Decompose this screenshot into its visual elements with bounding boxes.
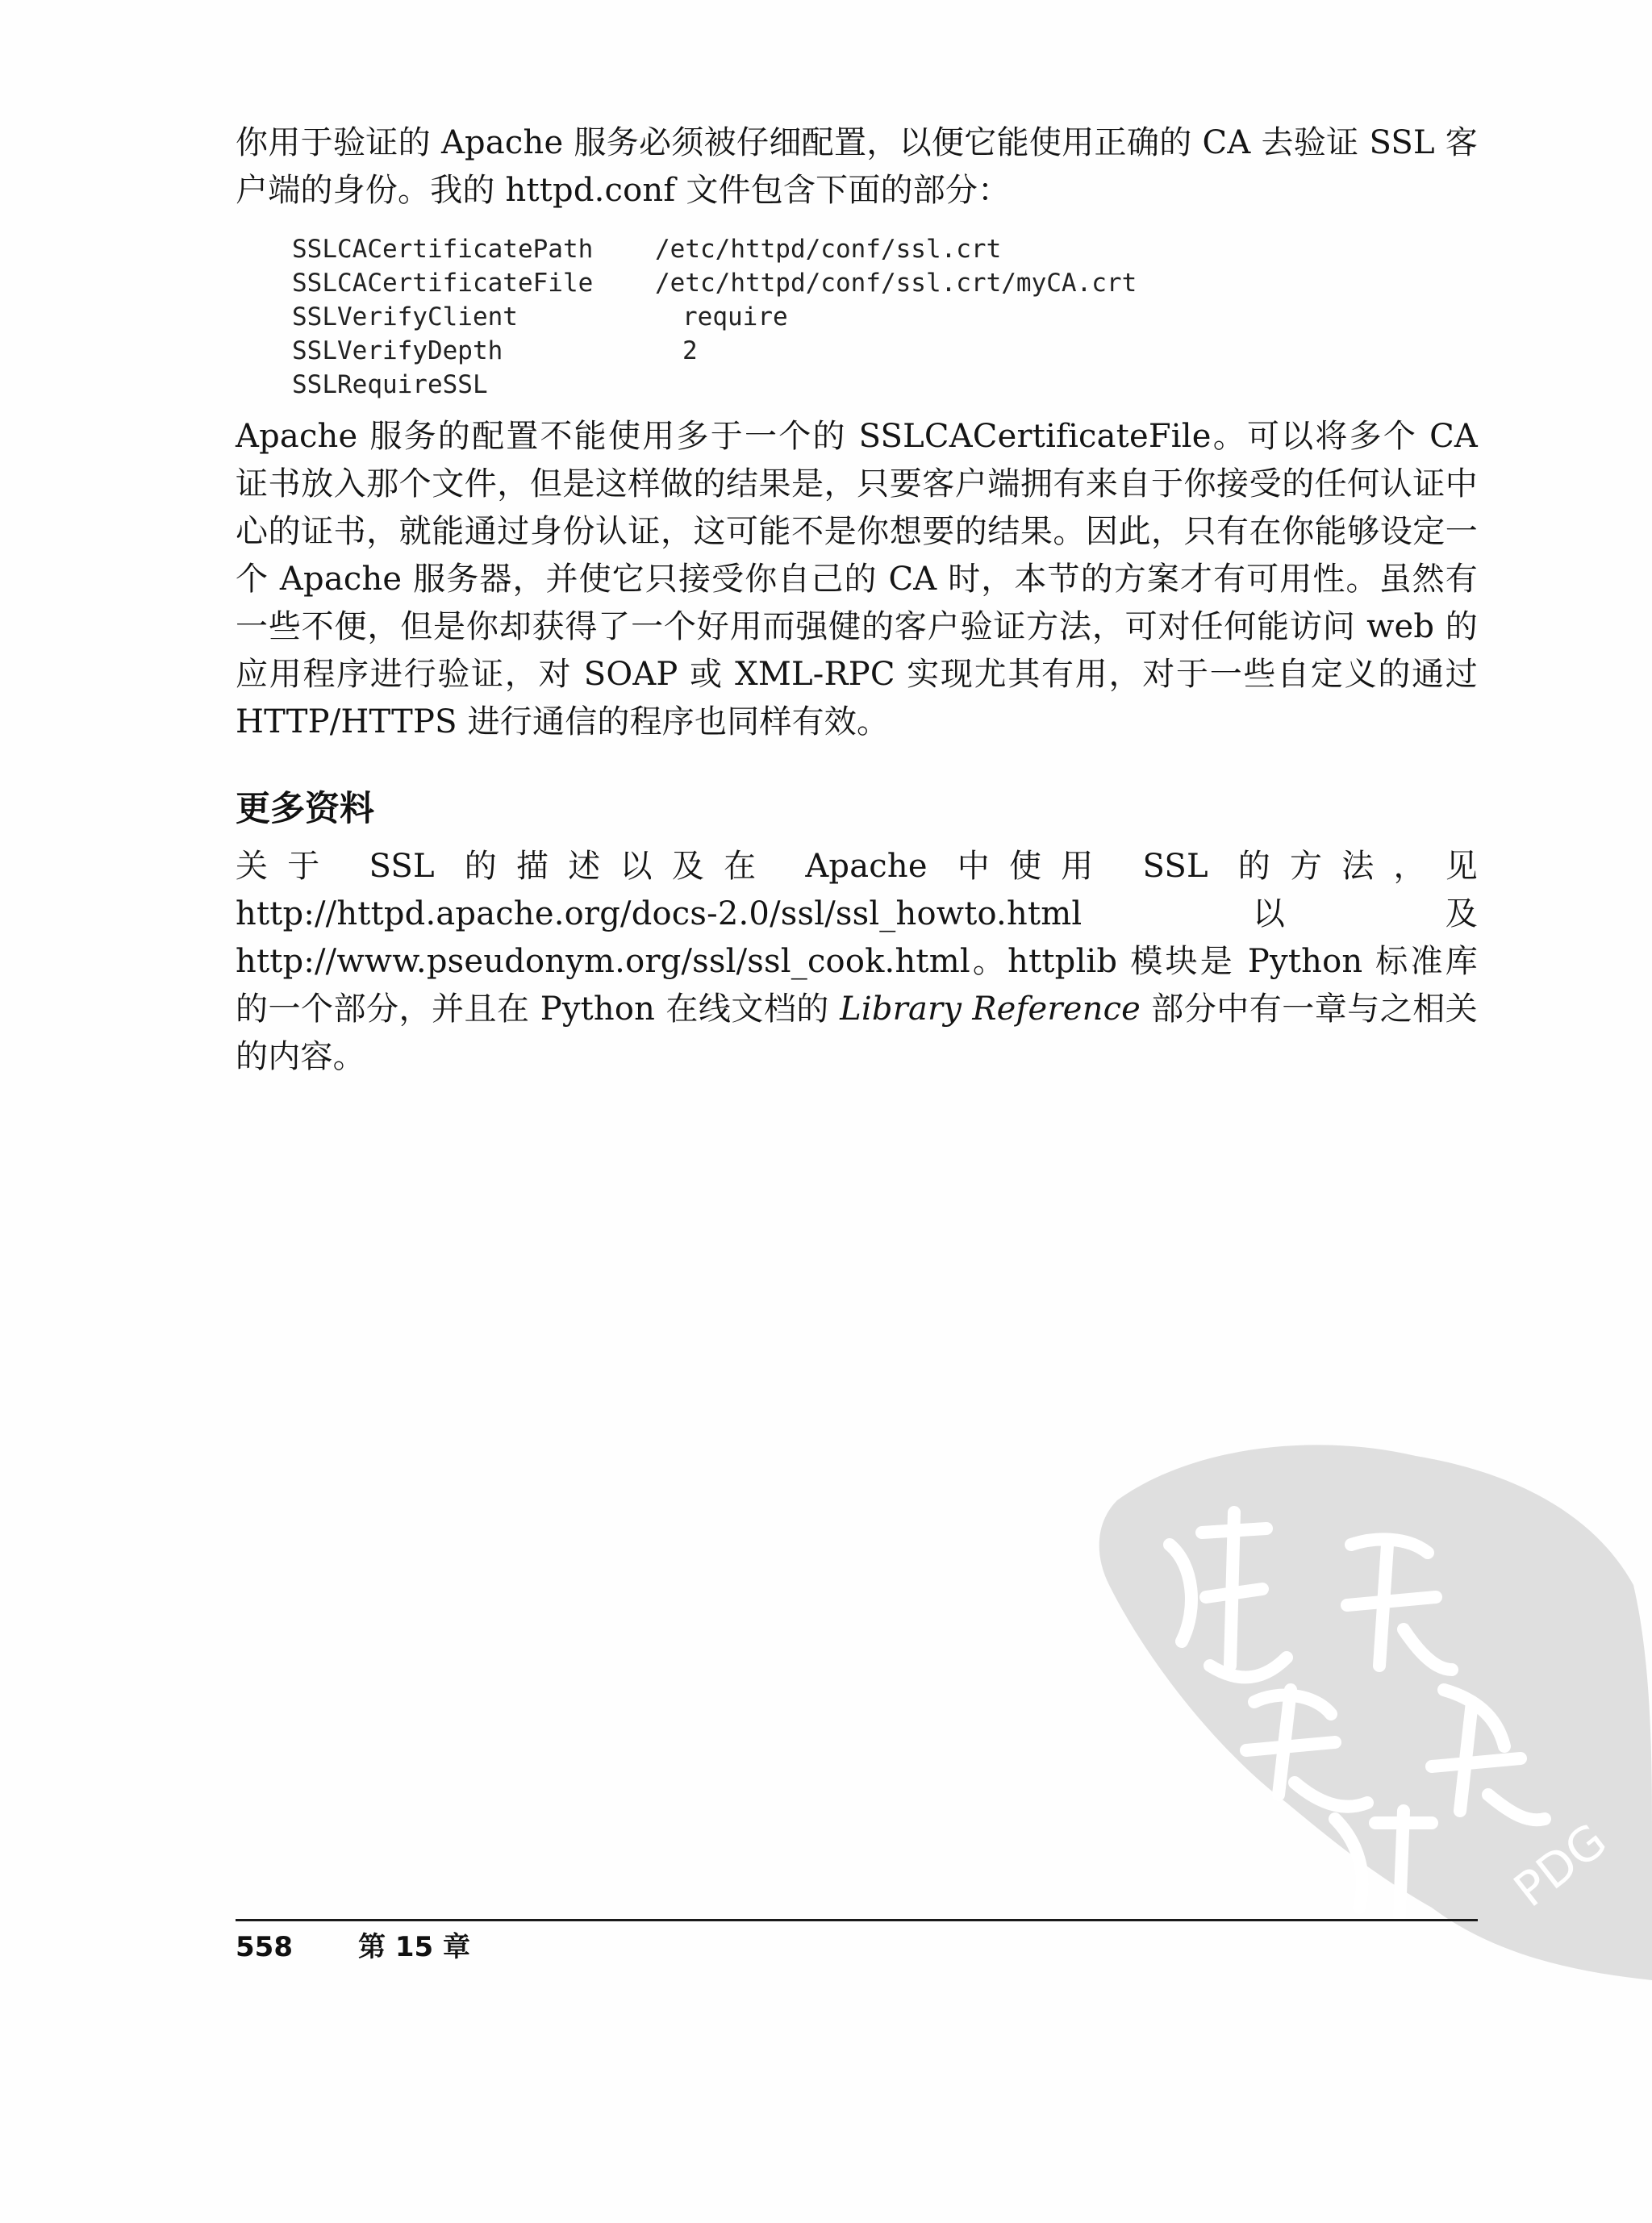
config-value: 2 bbox=[682, 336, 698, 365]
config-directive: SSLRequireSSL bbox=[292, 370, 488, 399]
section-heading: 更多资料 bbox=[236, 789, 374, 829]
page-footer bbox=[236, 1929, 470, 1965]
config-directive: SSLVerifyClient bbox=[292, 302, 518, 332]
page-content bbox=[236, 119, 1478, 1081]
config-directive: SSLCACertificateFile bbox=[292, 269, 594, 298]
config-line bbox=[292, 334, 1478, 368]
seal-watermark bbox=[1093, 1424, 1652, 1980]
see-also-text: 关于 SSL 的描述以及在 Apache 中使用 SSL 的方法，见 http://httpd.apache.org/docs-2.0/ssl/ssl_howto.html 以及 http://www.pseudonym.org/ssl/ssl_cook.html。httplib 模块是 Python 标准库的一个部分，并且在 Python 在线文档的 bbox=[236, 848, 1478, 1028]
page-number: 558 bbox=[236, 1931, 293, 1963]
footer-rule bbox=[236, 1919, 1478, 1921]
apache-config-code-block bbox=[292, 232, 1478, 402]
library-reference-title: Library Reference bbox=[840, 991, 1141, 1028]
seal-stone-shape bbox=[1099, 1445, 1652, 1980]
see-also-text-end: 部分中有一章与之相关的内容。 bbox=[236, 991, 1478, 1075]
config-line bbox=[292, 368, 1478, 402]
config-line bbox=[292, 300, 1478, 334]
explanation-paragraph: Apache 服务的配置不能使用多于一个的 SSLCACertificateFile。可以将多个 CA 证书放入那个文件，但是这样做的结果是，只要客户端拥有来自于你接受的任何认证中心的证书，就能通过身份认证，这可能不是你想要的结果。因此，只有在你能够设定一个 Apache 服务器，并使它只接受你自己的 CA 时，本节的方案才有可用性。虽然有一些不便，但是你却获得了一个好用而强健的客户验证方法，可对任何能访问 web 的应用程序进行验证，对 SOAP 或 XML-RPC 实现尤其有用，对于一些自定义的通过 HTTP/HTTPS 进行通信的程序也同样有效。 bbox=[236, 418, 1478, 740]
config-directive: SSLCACertificatePath bbox=[292, 235, 594, 264]
config-value: /etc/httpd/conf/ssl.crt bbox=[655, 235, 1002, 264]
config-line bbox=[292, 232, 1478, 266]
see-also-paragraph bbox=[236, 843, 1478, 1081]
config-line bbox=[292, 266, 1478, 300]
intro-paragraph: 你用于验证的 Apache 服务必须被仔细配置，以便它能使用正确的 CA 去验证 SSL 客户端的身份。我的 httpd.conf 文件包含下面的部分： bbox=[236, 124, 1478, 209]
config-value: require bbox=[682, 302, 788, 332]
config-directive: SSLVerifyDepth bbox=[292, 336, 503, 365]
seal-text: PDG bbox=[1504, 1812, 1617, 1918]
config-value: /etc/httpd/conf/ssl.crt/myCA.crt bbox=[655, 269, 1137, 298]
chapter-label: 第 15 章 bbox=[358, 1931, 470, 1963]
